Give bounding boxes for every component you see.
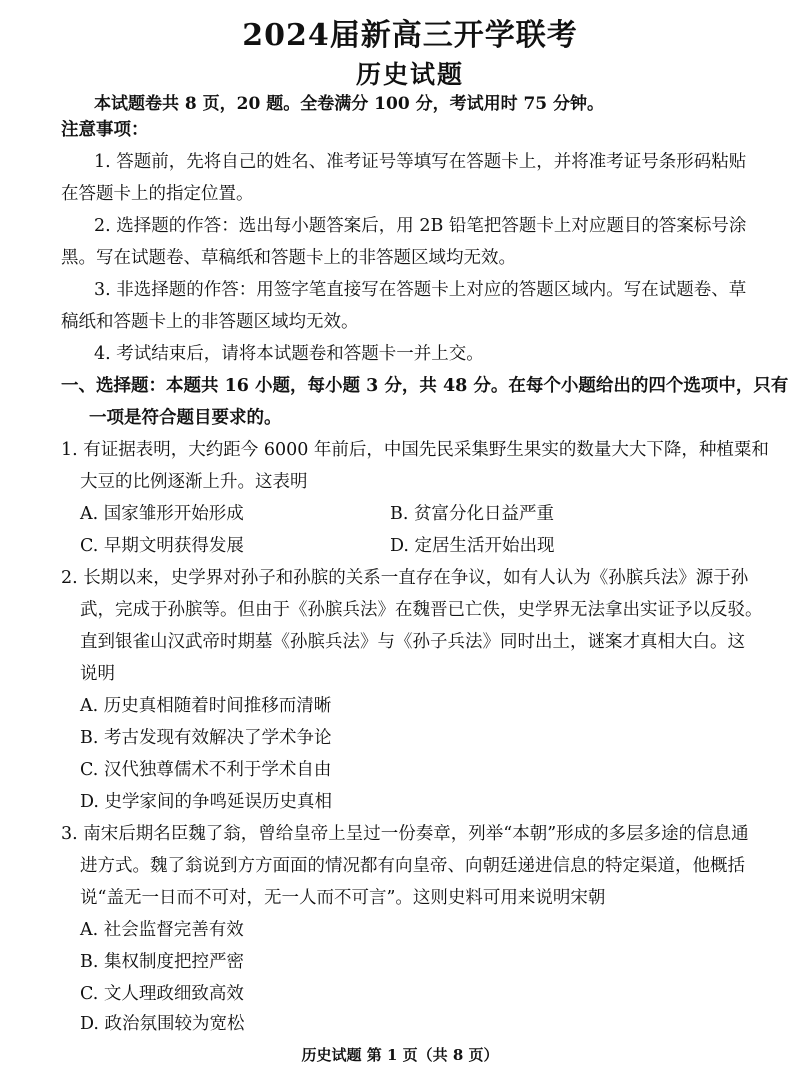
notice-item-3-line-2: 稿纸和答题卡上的非答题区域均无效。 <box>61 312 359 332</box>
question-2-option-a: A. 历史真相随着时间推移而清晰 <box>80 696 332 716</box>
notice-item-2-line-1: 2. 选择题的作答：选出每小题答案后，用 2B 铅笔把答题卡上对应题目的答案标号涂 <box>94 216 747 236</box>
page-title: 2024届新高三开学联考 <box>242 18 578 53</box>
notice-item-1-line-2: 在答题卡上的指定位置。 <box>61 184 254 204</box>
question-1-option-b: B. 贫富分化日益严重 <box>390 504 554 524</box>
page-footer: 历史试题 第 1 页（共 8 页） <box>301 1046 499 1064</box>
question-3-stem-line-3: 说“盖无一日而不可对，无一人而不可言”。这则史料可用来说明宋朝 <box>80 888 606 908</box>
section-1-heading-cont: 一项是符合题目要求的。 <box>89 408 282 428</box>
question-2-option-c: C. 汉代独尊儒术不利于学术自由 <box>80 760 332 780</box>
question-3-option-a: A. 社会监督完善有效 <box>80 920 244 940</box>
notice-heading: 注意事项： <box>61 120 149 140</box>
question-3-stem-line-1: 3. 南宋后期名臣魏了翁，曾给皇帝上呈过一份奏章，列举“本朝”形成的多层多途的信息通 <box>61 824 749 844</box>
section-1-heading: 一、选择题：本题共 16 小题，每小题 3 分，共 48 分。在每个小题给出的四个选项中，只有 <box>61 376 789 396</box>
question-2-stem-line-2: 武，完成于孙膑等。但由于《孙膑兵法》在魏晋已亡佚，史学界无法拿出实证予以反驳。 <box>80 600 763 620</box>
question-2-option-b: B. 考古发现有效解决了学术争论 <box>80 728 332 748</box>
question-3-option-d: D. 政治氛围较为宽松 <box>80 1014 245 1034</box>
question-2-stem-line-4: 说明 <box>80 664 115 684</box>
exam-info: 本试题卷共 8 页，20 题。全卷满分 100 分，考试用时 75 分钟。 <box>94 94 605 114</box>
question-2-option-d: D. 史学家间的争鸣延误历史真相 <box>80 792 333 812</box>
notice-item-1-line-1: 1. 答题前，先将自己的姓名、准考证号等填写在答题卡上，并将准考证号条形码粘贴 <box>94 152 747 172</box>
notice-item-4: 4. 考试结束后，请将本试题卷和答题卡一并上交。 <box>94 344 484 364</box>
question-1-stem-line-2: 大豆的比例逐渐上升。这表明 <box>80 472 308 492</box>
notice-item-2-line-2: 黑。写在试题卷、草稿纸和答题卡上的非答题区域均无效。 <box>61 248 516 268</box>
question-2-stem-line-1: 2. 长期以来，史学界对孙子和孙膑的关系一直存在争议，如有人认为《孙膑兵法》源于孙 <box>61 568 749 588</box>
question-1-stem-line-1: 1. 有证据表明，大约距今 6000 年前后，中国先民采集野生果实的数量大大下降，种植粟和 <box>61 440 769 460</box>
question-1-option-c: C. 早期文明获得发展 <box>80 536 244 556</box>
question-3-option-c: C. 文人理政细致高效 <box>80 984 244 1004</box>
page-subtitle: 历史试题 <box>355 60 464 89</box>
question-1-option-d: D. 定居生活开始出现 <box>390 536 555 556</box>
question-1-option-a: A. 国家雏形开始形成 <box>80 504 244 524</box>
question-3-stem-line-2: 进方式。魏了翁说到方方面面的情况都有向皇帝、向朝廷递进信息的特定渠道，他概括 <box>80 856 745 876</box>
question-2-stem-line-3: 直到银雀山汉武帝时期墓《孙膑兵法》与《孙子兵法》同时出土，谜案才真相大白。这 <box>80 632 745 652</box>
notice-item-3-line-1: 3. 非选择题的作答：用签字笔直接写在答题卡上对应的答题区域内。写在试题卷、草 <box>94 280 747 300</box>
question-3-option-b: B. 集权制度把控严密 <box>80 952 244 972</box>
